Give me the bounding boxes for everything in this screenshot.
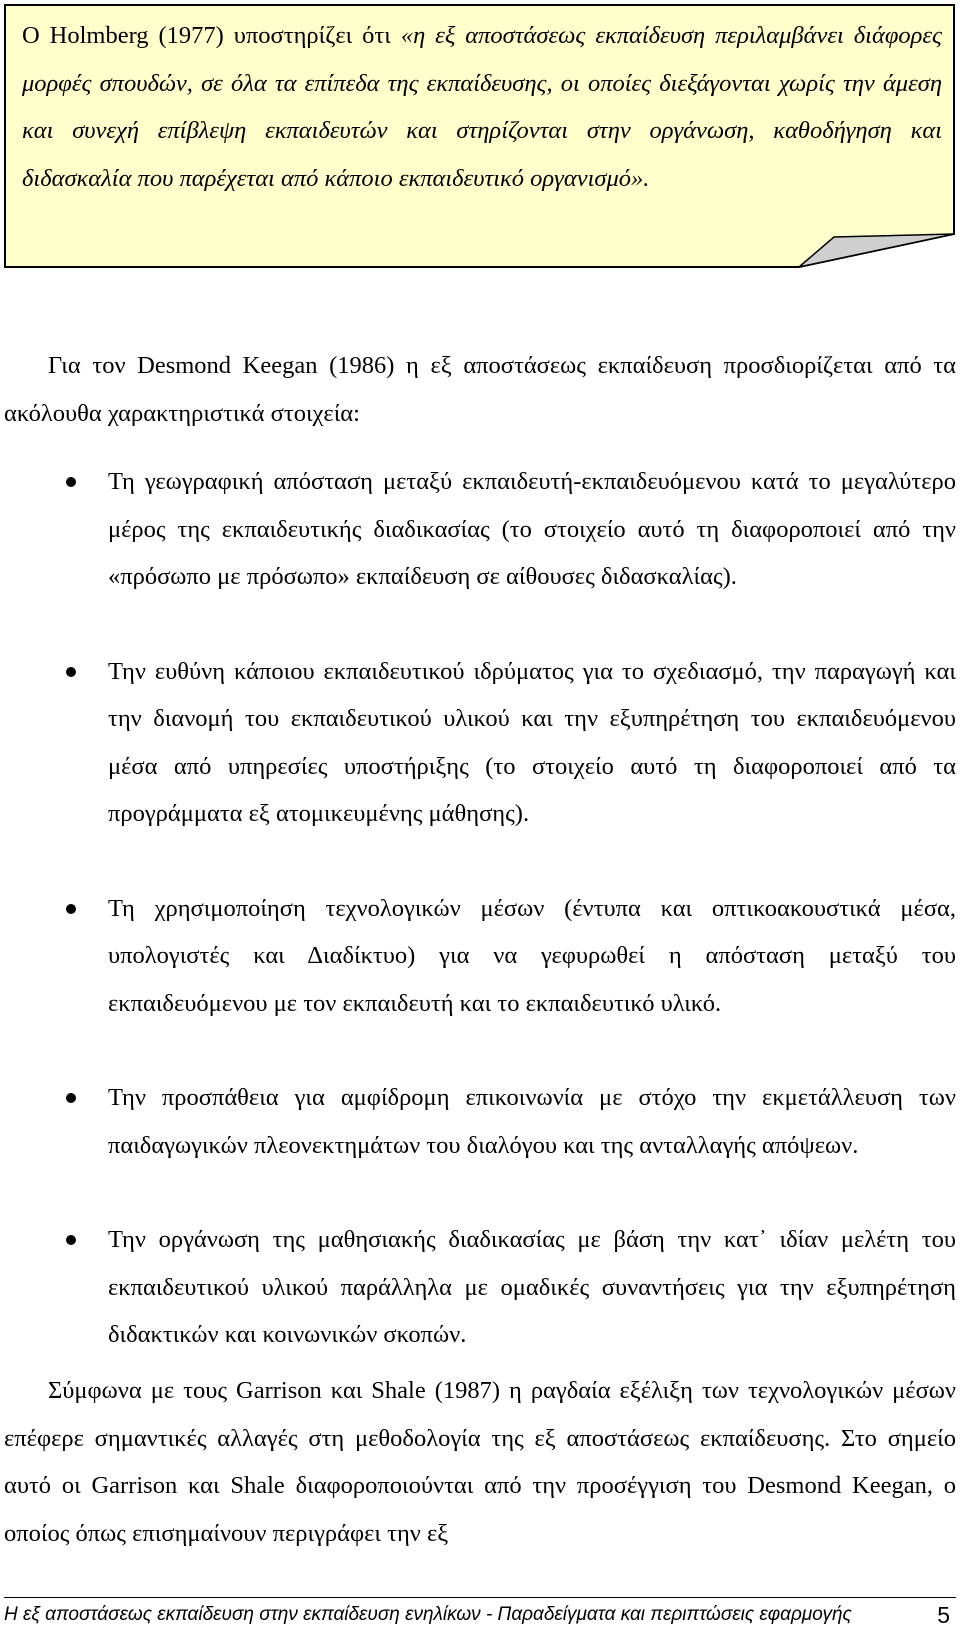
bullet-icon xyxy=(66,1093,76,1103)
list-item-text: Την ευθύνη κάποιου εκπαιδευτικού ιδρύματος για το σχεδιασμό, την παραγωγή και την διανομή του εκπαιδευτικού υλικού και την εξυπηρέτηση του εκπαιδευόμενου μέσα από υπηρεσίες υποστήριξης (το στοιχείο αυτό τη διαφοροποιεί από τα προγράμματα εξ ατομικευμένης μάθησης). xyxy=(108,657,956,827)
page-footer xyxy=(4,1597,956,1638)
characteristics-list xyxy=(0,458,960,1406)
closing-paragraph-text: Σύμφωνα με τους Garrison και Shale (1987) η ραγδαία εξέλιξη των τεχνολογικών μέσων επέφερε σημαντικές αλλαγές στη μεθοδολογία της εξ αποστάσεως εκπαίδευσης. Στο σημείο αυτό οι Garrison και Shale διαφοροποιούνται από την προσέγγιση του Desmond Keegan, ο οποίος όπως επισημαίνουν περιγράφει την εξ xyxy=(4,1377,956,1547)
bullet-icon xyxy=(66,1235,76,1245)
intro-paragraph-text: Για τον Desmond Keegan (1986) η εξ αποστάσεως εκπαίδευση προσδιορίζεται από τα ακόλουθα χαρακτηριστικά στοιχεία: xyxy=(4,352,956,427)
list-item-text: Την προσπάθεια για αμφίδρομη επικοινωνία με στόχο την εκμετάλλευση των παιδαγωγικών πλεονεκτημάτων του διαλόγου και της ανταλλαγής απόψεων. xyxy=(108,1084,956,1159)
list-item xyxy=(0,458,960,601)
list-item xyxy=(0,1074,960,1169)
list-item-text: Τη χρησιμοποίηση τεχνολογικών μέσων (έντυπα και οπτικοακουστικά μέσα, υπολογιστές και Διαδίκτυο) για να γεφυρωθεί η απόσταση μεταξύ του εκπαιδευόμενου με τον εκπαιδευτή και το εκπαιδευτικό υλικό. xyxy=(108,894,956,1017)
intro-paragraph xyxy=(4,342,956,437)
bullet-icon xyxy=(66,904,76,914)
note-quote: «η εξ αποστάσεως εκπαίδευση περιλαμβάνει διάφορες μορφές σπουδών, σε όλα τα επίπεδα της εκπαίδευσης, οι οποίες διεξάγονται χωρίς την άμεση και συνεχή επίβλεψη εκπαιδευτών και στηρίζονται στην οργάνωση, καθοδήγηση και διδασκαλία που παρέχεται από κάποιο εκπαιδευτικό οργανισμό». xyxy=(22,22,942,192)
note-lead: Ο Holmberg (1977) υποστηρίζει ότι xyxy=(22,22,401,49)
bullet-icon xyxy=(66,667,76,677)
note-text xyxy=(22,12,942,202)
list-item-text: Τη γεωγραφική απόσταση μεταξύ εκπαιδευτή-εκπαιδευόμενου κατά το μεγαλύτερο μέρος της εκπαιδευτικής διαδικασίας (το στοιχείο αυτό τη διαφοροποιεί από την «πρόσωπο με πρόσωπο» εκπαίδευση σε αίθουσες διδασκαλίας). xyxy=(108,468,956,590)
footer-title: Η εξ αποστάσεως εκπαίδευση στην εκπαίδευση ενηλίκων - Παραδείγματα και περιπτώσεις εφαρμογής xyxy=(4,1604,852,1625)
closing-paragraph xyxy=(4,1367,956,1557)
list-item xyxy=(0,648,960,838)
quote-note-box xyxy=(4,4,952,280)
page-number: 5 xyxy=(937,1602,950,1628)
list-item xyxy=(0,885,960,1028)
list-item xyxy=(0,1216,960,1359)
bullet-icon xyxy=(66,477,76,487)
list-item-text: Την οργάνωση της μαθησιακής διαδικασίας με βάση την κατ᾽ ιδίαν μελέτη του εκπαιδευτικού υλικού παράλληλα με ομαδικές συναντήσεις για την εξυπηρέτηση διδακτικών και κοινωνικών σκοπών. xyxy=(108,1226,956,1348)
